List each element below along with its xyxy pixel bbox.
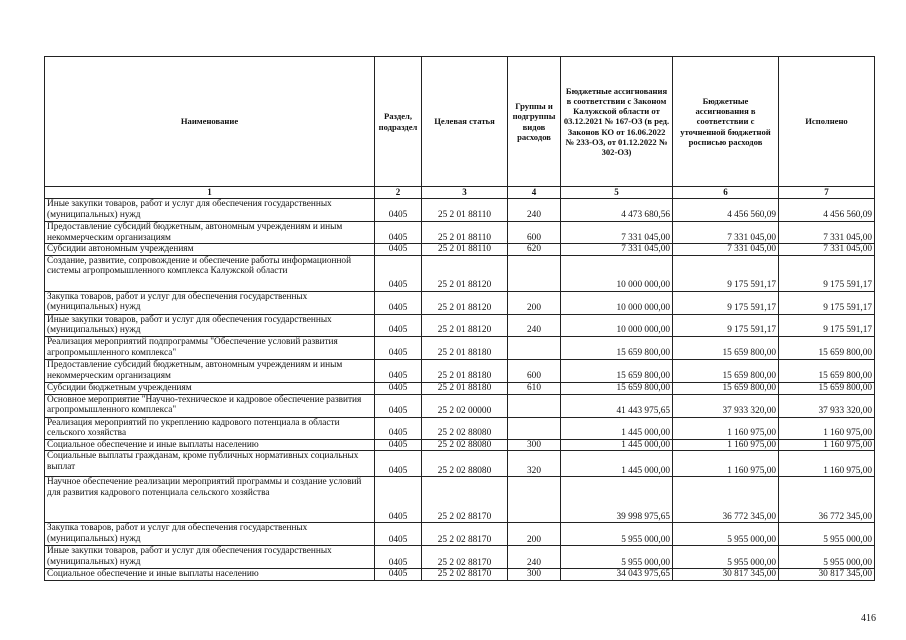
row-name: Основное мероприятие "Научно-техническое и кадровое обеспечение развития агропромышленного комплекса" xyxy=(45,394,375,417)
row-law-allocation: 1 445 000,00 xyxy=(561,417,673,439)
row-expense-group: 320 xyxy=(508,451,561,477)
header-name: Наименование xyxy=(45,57,375,187)
row-name: Иные закупки товаров, работ и услуг для обеспечения государственных (муниципальных) нужд xyxy=(45,546,375,569)
table-row xyxy=(45,417,875,439)
row-target-article: 25 2 01 88120 xyxy=(422,291,508,314)
row-expense-group: 200 xyxy=(508,291,561,314)
row-refined-allocation: 7 331 045,00 xyxy=(673,222,779,244)
row-section: 0405 xyxy=(375,255,422,291)
row-target-article: 25 2 02 00000 xyxy=(422,394,508,417)
row-law-allocation: 10 000 000,00 xyxy=(561,255,673,291)
row-section: 0405 xyxy=(375,477,422,523)
header-law-allocation: Бюджетные ассигнования в соответствии с Законом Калужской области от 03.12.2021 № 167-ОЗ (в ред. Законов КО от 16.06.2022 № 233-ОЗ, от 01.12.2022 № 302-ОЗ) xyxy=(561,57,673,187)
row-law-allocation: 1 445 000,00 xyxy=(561,451,673,477)
row-target-article: 25 2 01 88110 xyxy=(422,244,508,256)
page-number: 416 xyxy=(861,613,876,624)
column-number: 1 xyxy=(45,187,375,199)
budget-table xyxy=(44,56,875,581)
row-target-article: 25 2 01 88180 xyxy=(422,382,508,394)
table-row xyxy=(45,336,875,359)
row-target-article: 25 2 02 88080 xyxy=(422,417,508,439)
row-law-allocation: 7 331 045,00 xyxy=(561,222,673,244)
row-section: 0405 xyxy=(375,336,422,359)
row-name: Создание, развитие, сопровождение и обеспечение работы информационной системы агропромышленного комплекса Калужской области xyxy=(45,255,375,291)
table-row xyxy=(45,244,875,256)
row-refined-allocation: 9 175 591,17 xyxy=(673,314,779,336)
column-number-row xyxy=(45,187,875,199)
row-section: 0405 xyxy=(375,569,422,581)
row-section: 0405 xyxy=(375,451,422,477)
row-refined-allocation: 9 175 591,17 xyxy=(673,255,779,291)
row-law-allocation: 15 659 800,00 xyxy=(561,382,673,394)
row-law-allocation: 5 955 000,00 xyxy=(561,523,673,546)
row-executed: 7 331 045,00 xyxy=(779,244,875,256)
row-section: 0405 xyxy=(375,523,422,546)
row-section: 0405 xyxy=(375,222,422,244)
row-refined-allocation: 7 331 045,00 xyxy=(673,244,779,256)
row-refined-allocation: 15 659 800,00 xyxy=(673,359,779,382)
row-law-allocation: 10 000 000,00 xyxy=(561,314,673,336)
row-name: Реализация мероприятий подпрограммы "Обеспечение условий развития агропромышленного комплекса" xyxy=(45,336,375,359)
row-executed: 7 331 045,00 xyxy=(779,222,875,244)
row-name: Социальное обеспечение и иные выплаты населению xyxy=(45,569,375,581)
table-row xyxy=(45,569,875,581)
row-executed: 37 933 320,00 xyxy=(779,394,875,417)
row-law-allocation: 5 955 000,00 xyxy=(561,546,673,569)
row-section: 0405 xyxy=(375,439,422,451)
row-refined-allocation: 36 772 345,00 xyxy=(673,477,779,523)
row-name: Предоставление субсидий бюджетным, автономным учреждениям и иным некоммерческим организациям xyxy=(45,359,375,382)
header-section: Раздел, подраздел xyxy=(375,57,422,187)
column-number: 4 xyxy=(508,187,561,199)
header-expense-group: Группы и подгруппы видов расходов xyxy=(508,57,561,187)
row-executed: 15 659 800,00 xyxy=(779,336,875,359)
row-name: Социальные выплаты гражданам, кроме публичных нормативных социальных выплат xyxy=(45,451,375,477)
row-expense-group: 240 xyxy=(508,199,561,222)
table-row xyxy=(45,255,875,291)
row-section: 0405 xyxy=(375,359,422,382)
row-executed: 36 772 345,00 xyxy=(779,477,875,523)
table-row xyxy=(45,523,875,546)
table-row xyxy=(45,546,875,569)
row-expense-group xyxy=(508,417,561,439)
row-target-article: 25 2 01 88110 xyxy=(422,222,508,244)
row-expense-group: 600 xyxy=(508,359,561,382)
row-section: 0405 xyxy=(375,314,422,336)
row-section: 0405 xyxy=(375,382,422,394)
row-target-article: 25 2 01 88180 xyxy=(422,336,508,359)
row-executed: 1 160 975,00 xyxy=(779,451,875,477)
column-number: 6 xyxy=(673,187,779,199)
row-expense-group: 300 xyxy=(508,439,561,451)
row-law-allocation: 10 000 000,00 xyxy=(561,291,673,314)
header-executed: Исполнено xyxy=(779,57,875,187)
row-law-allocation: 1 445 000,00 xyxy=(561,439,673,451)
row-expense-group: 240 xyxy=(508,546,561,569)
table-row xyxy=(45,314,875,336)
row-executed: 9 175 591,17 xyxy=(779,314,875,336)
row-target-article: 25 2 02 88080 xyxy=(422,439,508,451)
row-expense-group xyxy=(508,394,561,417)
row-name: Иные закупки товаров, работ и услуг для обеспечения государственных (муниципальных) нужд xyxy=(45,314,375,336)
row-name: Научное обеспечение реализации мероприятий программы и создание условий для развития кадрового потенциала сельского хозяйства xyxy=(45,477,375,523)
row-target-article: 25 2 01 88120 xyxy=(422,255,508,291)
row-law-allocation: 15 659 800,00 xyxy=(561,336,673,359)
row-target-article: 25 2 02 88170 xyxy=(422,477,508,523)
row-law-allocation: 15 659 800,00 xyxy=(561,359,673,382)
row-refined-allocation: 30 817 345,00 xyxy=(673,569,779,581)
row-refined-allocation: 5 955 000,00 xyxy=(673,523,779,546)
column-number: 5 xyxy=(561,187,673,199)
header-refined-allocation: Бюджетные ассигнования в соответствии с уточненной бюджетной росписью расходов xyxy=(673,57,779,187)
row-expense-group xyxy=(508,255,561,291)
table-row xyxy=(45,394,875,417)
row-law-allocation: 7 331 045,00 xyxy=(561,244,673,256)
row-section: 0405 xyxy=(375,199,422,222)
row-target-article: 25 2 02 88170 xyxy=(422,546,508,569)
row-refined-allocation: 15 659 800,00 xyxy=(673,382,779,394)
row-executed: 5 955 000,00 xyxy=(779,523,875,546)
row-expense-group: 610 xyxy=(508,382,561,394)
row-expense-group: 620 xyxy=(508,244,561,256)
row-law-allocation: 4 473 680,56 xyxy=(561,199,673,222)
row-law-allocation: 41 443 975,65 xyxy=(561,394,673,417)
column-number: 3 xyxy=(422,187,508,199)
row-executed: 5 955 000,00 xyxy=(779,546,875,569)
row-expense-group: 200 xyxy=(508,523,561,546)
row-expense-group: 300 xyxy=(508,569,561,581)
column-number: 2 xyxy=(375,187,422,199)
row-refined-allocation: 5 955 000,00 xyxy=(673,546,779,569)
row-name: Социальное обеспечение и иные выплаты населению xyxy=(45,439,375,451)
row-name: Закупка товаров, работ и услуг для обеспечения государственных (муниципальных) нужд xyxy=(45,291,375,314)
row-refined-allocation: 4 456 560,09 xyxy=(673,199,779,222)
row-target-article: 25 2 01 88110 xyxy=(422,199,508,222)
row-target-article: 25 2 01 88120 xyxy=(422,314,508,336)
row-executed: 9 175 591,17 xyxy=(779,291,875,314)
row-executed: 1 160 975,00 xyxy=(779,439,875,451)
row-name: Реализация мероприятий по укреплению кадрового потенциала в области сельского хозяйства xyxy=(45,417,375,439)
row-name: Субсидии автономным учреждениям xyxy=(45,244,375,256)
table-row xyxy=(45,199,875,222)
row-expense-group: 600 xyxy=(508,222,561,244)
row-refined-allocation: 1 160 975,00 xyxy=(673,451,779,477)
row-executed: 1 160 975,00 xyxy=(779,417,875,439)
column-number: 7 xyxy=(779,187,875,199)
row-expense-group xyxy=(508,336,561,359)
row-expense-group xyxy=(508,477,561,523)
row-name: Закупка товаров, работ и услуг для обеспечения государственных (муниципальных) нужд xyxy=(45,523,375,546)
table-row xyxy=(45,291,875,314)
row-executed: 15 659 800,00 xyxy=(779,382,875,394)
row-section: 0405 xyxy=(375,244,422,256)
row-target-article: 25 2 02 88170 xyxy=(422,523,508,546)
row-target-article: 25 2 02 88080 xyxy=(422,451,508,477)
table-row xyxy=(45,477,875,523)
header-target-article: Целевая статья xyxy=(422,57,508,187)
table-row xyxy=(45,382,875,394)
row-refined-allocation: 1 160 975,00 xyxy=(673,417,779,439)
row-expense-group: 240 xyxy=(508,314,561,336)
row-law-allocation: 39 998 975,65 xyxy=(561,477,673,523)
row-refined-allocation: 15 659 800,00 xyxy=(673,336,779,359)
table-row xyxy=(45,222,875,244)
row-name: Иные закупки товаров, работ и услуг для обеспечения государственных (муниципальных) нужд xyxy=(45,199,375,222)
table-row xyxy=(45,359,875,382)
row-refined-allocation: 37 933 320,00 xyxy=(673,394,779,417)
table-row xyxy=(45,439,875,451)
row-section: 0405 xyxy=(375,394,422,417)
row-executed: 15 659 800,00 xyxy=(779,359,875,382)
row-executed: 30 817 345,00 xyxy=(779,569,875,581)
header-row xyxy=(45,57,875,187)
row-target-article: 25 2 02 88170 xyxy=(422,569,508,581)
row-refined-allocation: 9 175 591,17 xyxy=(673,291,779,314)
row-law-allocation: 34 043 975,65 xyxy=(561,569,673,581)
row-section: 0405 xyxy=(375,291,422,314)
row-name: Субсидии бюджетным учреждениям xyxy=(45,382,375,394)
row-executed: 9 175 591,17 xyxy=(779,255,875,291)
table-row xyxy=(45,451,875,477)
row-executed: 4 456 560,09 xyxy=(779,199,875,222)
row-section: 0405 xyxy=(375,417,422,439)
row-name: Предоставление субсидий бюджетным, автономным учреждениям и иным некоммерческим организациям xyxy=(45,222,375,244)
row-section: 0405 xyxy=(375,546,422,569)
row-target-article: 25 2 01 88180 xyxy=(422,359,508,382)
row-refined-allocation: 1 160 975,00 xyxy=(673,439,779,451)
table-body xyxy=(45,199,875,581)
